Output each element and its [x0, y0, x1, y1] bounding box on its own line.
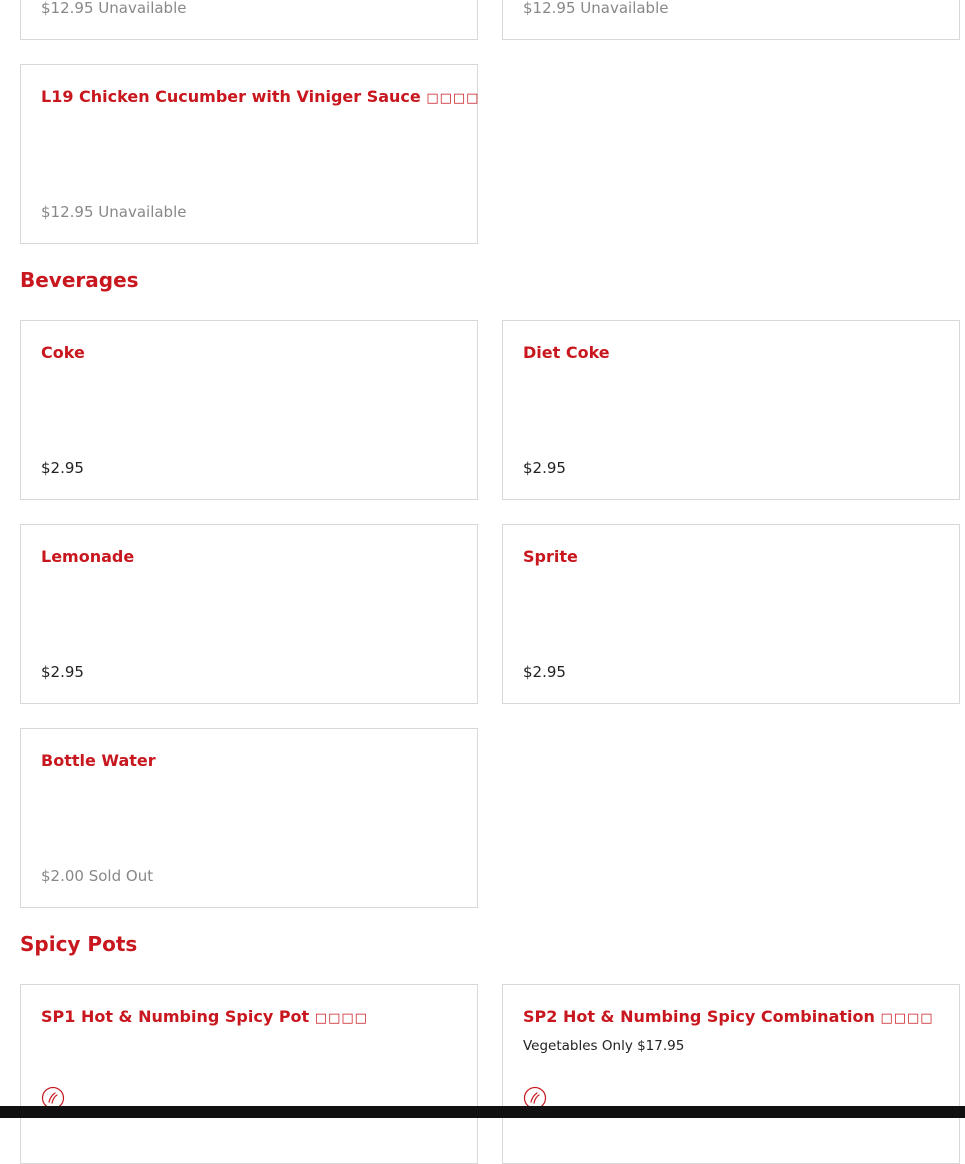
menu-item-card-sp2[interactable]	[502, 984, 960, 1164]
menu-item-card[interactable]	[502, 0, 960, 40]
bottom-bar	[0, 1106, 965, 1118]
menu-item-card-l19[interactable]	[20, 64, 478, 244]
item-description: Vegetables Only $17.95	[523, 1038, 685, 1054]
item-price: $12.95 Unavailable	[41, 203, 187, 221]
item-price: $12.95 Unavailable	[523, 0, 669, 17]
menu-item-card-lemonade[interactable]	[20, 524, 478, 704]
menu-item-card-coke[interactable]	[20, 320, 478, 500]
item-title: SP2 Hot & Numbing Spicy Combination □□□□	[523, 1007, 934, 1026]
menu-item-card[interactable]	[20, 0, 478, 40]
item-title: Coke	[41, 343, 85, 362]
menu-item-card-bottle-water[interactable]	[20, 728, 478, 908]
menu-item-card-sprite[interactable]	[502, 524, 960, 704]
item-title: Bottle Water	[41, 751, 156, 770]
menu-item-card-diet-coke[interactable]	[502, 320, 960, 500]
item-title: Diet Coke	[523, 343, 610, 362]
item-price: $2.95	[523, 663, 566, 681]
item-price: $2.95	[41, 459, 84, 477]
item-price: $2.95	[41, 663, 84, 681]
section-title-spicy-pots: Spicy Pots	[20, 932, 138, 956]
item-title: Sprite	[523, 547, 578, 566]
item-title: SP1 Hot & Numbing Spicy Pot □□□□	[41, 1007, 368, 1026]
menu-item-card-sp1[interactable]	[20, 984, 478, 1164]
item-title: Lemonade	[41, 547, 135, 566]
section-title-beverages: Beverages	[20, 268, 139, 292]
item-price: $2.95	[523, 459, 566, 477]
item-price: $2.00 Sold Out	[41, 867, 154, 885]
item-title: L19 Chicken Cucumber with Viniger Sauce □□□□	[41, 87, 480, 106]
item-price: $12.95 Unavailable	[41, 0, 187, 17]
